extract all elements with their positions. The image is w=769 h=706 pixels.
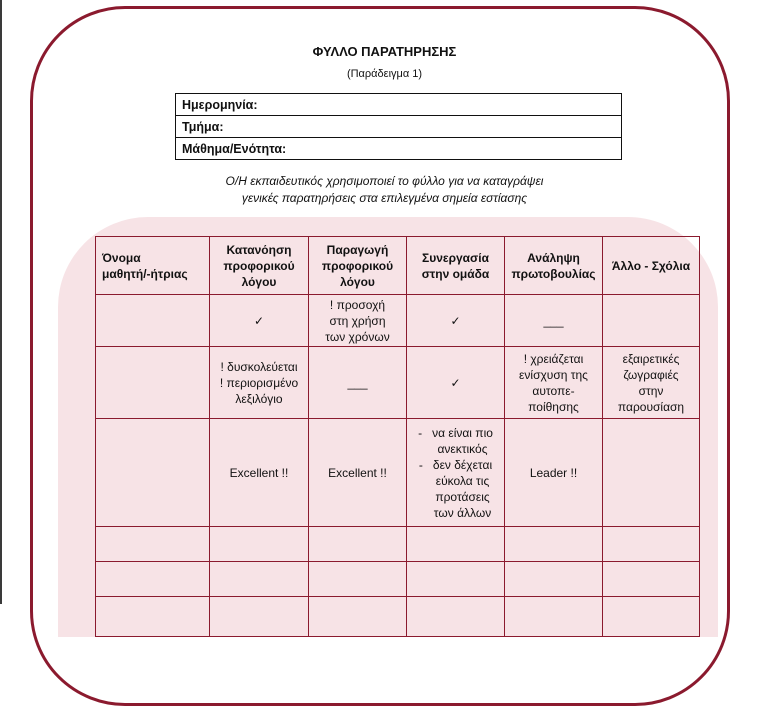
note-line: γενικές παρατηρήσεις στα επιλεγμένα σημεία εστίασης <box>241 191 528 205</box>
cell-comprehension[interactable] <box>210 562 309 597</box>
cell-cooperation[interactable] <box>407 419 505 527</box>
page-title: ΦΥΛΛΟ ΠΑΡΑΤΗΡΗΣΗΣ <box>312 44 457 59</box>
list-item: - δεν δέχεται εύκολα τις προτάσεις των άλλων <box>418 457 493 520</box>
cell-comments[interactable]: εξαιρετικές ζωγραφιές στην παρουσίαση <box>603 347 700 419</box>
cell-comments[interactable] <box>603 419 700 527</box>
table-header-row <box>96 237 700 295</box>
table-row <box>96 419 700 527</box>
cell-production[interactable]: ___ <box>309 347 407 419</box>
cell-comprehension[interactable]: ! δυσκολεύεται ! περιορισμένο λεξιλόγιο <box>210 347 309 419</box>
observation-table <box>95 236 700 637</box>
table-row <box>96 527 700 562</box>
cell-cooperation[interactable]: ✓ <box>407 347 505 419</box>
cell-cooperation[interactable]: ✓ <box>407 295 505 347</box>
cell-name[interactable] <box>96 295 210 347</box>
table-row <box>96 597 700 637</box>
col-header-name: Όνομα μαθητή/-ήτριας <box>96 237 210 295</box>
cell-comprehension[interactable]: Excellent !! <box>210 419 309 527</box>
list-item: - να είναι πιο ανεκτικός <box>418 425 493 456</box>
col-header-cooperation: Συνεργασία στην ομάδα <box>407 237 505 295</box>
cell-cooperation[interactable] <box>407 527 505 562</box>
cell-initiative[interactable] <box>505 527 603 562</box>
cell-comments[interactable] <box>603 597 700 637</box>
cell-comments[interactable] <box>603 295 700 347</box>
cell-name[interactable] <box>96 347 210 419</box>
cell-comprehension[interactable] <box>210 527 309 562</box>
lesson-field[interactable]: Μάθημα/Ενότητα: <box>176 138 622 160</box>
cell-initiative[interactable] <box>505 562 603 597</box>
col-header-comprehension: Κατανόηση προφορικού λόγου <box>210 237 309 295</box>
date-field[interactable]: Ημερομηνία: <box>176 94 622 116</box>
col-header-production: Παραγωγή προφορικού λόγου <box>309 237 407 295</box>
cell-comprehension[interactable] <box>210 597 309 637</box>
cell-comments[interactable] <box>603 527 700 562</box>
note-line: Ο/Η εκπαιδευτικός χρησιμοποιεί το φύλλο για να καταγράψει <box>225 174 544 188</box>
cell-initiative[interactable]: ___ <box>505 295 603 347</box>
cell-name[interactable] <box>96 527 210 562</box>
page-edge-line <box>0 0 2 604</box>
col-header-initiative: Ανάληψη πρωτοβουλίας <box>505 237 603 295</box>
col-header-comments: Άλλο - Σχόλια <box>603 237 700 295</box>
table-row <box>96 562 700 597</box>
instruction-note <box>0 173 769 207</box>
cell-comprehension[interactable]: ✓ <box>210 295 309 347</box>
page-subtitle: (Παράδειγμα 1) <box>346 68 423 80</box>
cell-production[interactable]: Excellent !! <box>309 419 407 527</box>
cell-name[interactable] <box>96 562 210 597</box>
cell-name[interactable] <box>96 419 210 527</box>
table-row <box>96 347 700 419</box>
cell-name[interactable] <box>96 597 210 637</box>
cell-initiative[interactable]: ! χρειάζεται ενίσχυση της αυτοπε- ποίθησης <box>505 347 603 419</box>
cell-production[interactable] <box>309 527 407 562</box>
cell-initiative[interactable]: Leader !! <box>505 419 603 527</box>
cell-comments[interactable] <box>603 562 700 597</box>
cell-cooperation[interactable] <box>407 562 505 597</box>
table-row <box>96 295 700 347</box>
info-table <box>175 93 622 160</box>
class-field[interactable]: Τμήμα: <box>176 116 622 138</box>
cell-initiative[interactable] <box>505 597 603 637</box>
cell-production[interactable] <box>309 597 407 637</box>
cell-production[interactable] <box>309 562 407 597</box>
cell-cooperation[interactable] <box>407 597 505 637</box>
cell-production[interactable]: ! προσοχή στη χρήση των χρόνων <box>309 295 407 347</box>
